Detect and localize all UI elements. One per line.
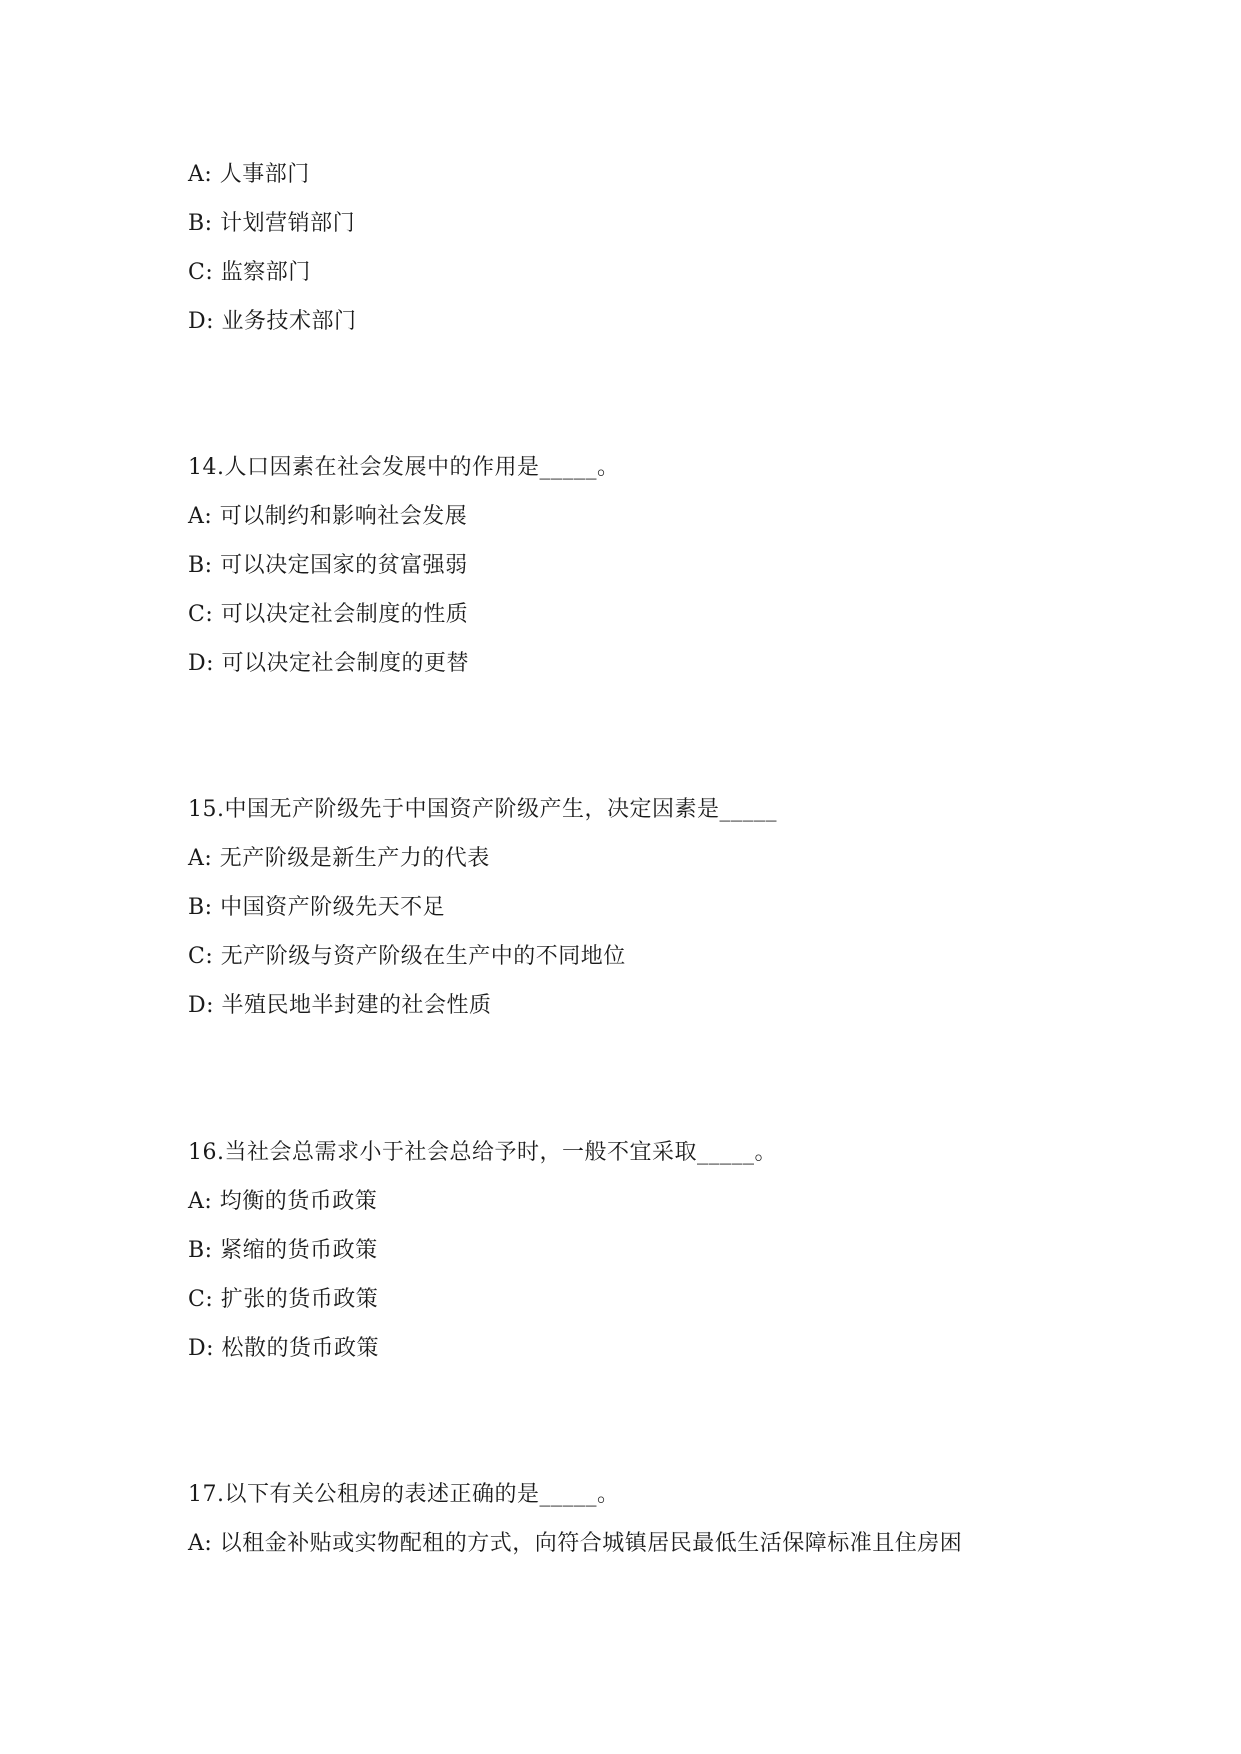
question-16-option-c: C: 扩张的货币政策	[188, 1287, 379, 1312]
question-14-option-d: D: 可以决定社会制度的更替	[188, 651, 470, 676]
question-17-option-a: A: 以租金补贴或实物配租的方式，向符合城镇居民最低生活保障标准且住房困	[188, 1531, 963, 1556]
question-15-stem: 15.中国无产阶级先于中国资产阶级产生，决定因素是_____	[188, 797, 777, 822]
question-16-option-d: D: 松散的货币政策	[188, 1336, 380, 1361]
question-15-option-d: D: 半殖民地半封建的社会性质	[188, 993, 492, 1018]
question-16-option-b: B: 紧缩的货币政策	[188, 1238, 378, 1263]
prev-option-b: B: 计划营销部门	[188, 211, 356, 236]
question-14-option-c: C: 可以决定社会制度的性质	[188, 602, 469, 627]
prev-option-a: A: 人事部门	[188, 162, 310, 187]
question-16-stem: 16.当社会总需求小于社会总给予时，一般不宜采取_____。	[188, 1140, 777, 1165]
question-17-stem: 17.以下有关公租房的表述正确的是_____。	[188, 1482, 620, 1507]
prev-option-d: D: 业务技术部门	[188, 309, 357, 334]
question-14-option-b: B: 可以决定国家的贫富强弱	[188, 553, 468, 578]
question-16-option-a: A: 均衡的货币政策	[188, 1189, 378, 1214]
question-14-stem: 14.人口因素在社会发展中的作用是_____。	[188, 455, 620, 480]
question-15-option-a: A: 无产阶级是新生产力的代表	[188, 846, 490, 871]
question-15-option-b: B: 中国资产阶级先天不足	[188, 895, 446, 920]
question-15-option-c: C: 无产阶级与资产阶级在生产中的不同地位	[188, 944, 626, 969]
prev-option-c: C: 监察部门	[188, 260, 311, 285]
question-14-option-a: A: 可以制约和影响社会发展	[188, 504, 468, 529]
